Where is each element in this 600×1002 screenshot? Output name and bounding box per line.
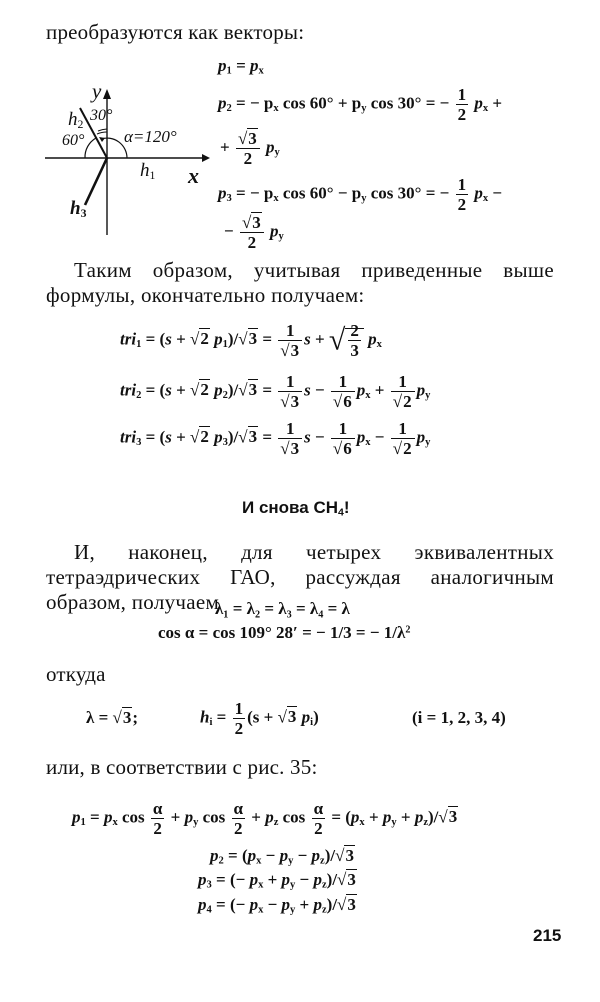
paragraph-1: Таким образом, учитывая приведенные выше формулы, окончательно получаем: bbox=[46, 258, 554, 307]
angle-30-label: 30° bbox=[90, 107, 113, 124]
section-heading: И снова $CH_4$! bbox=[242, 498, 350, 519]
eq-lambda-equal: λ₁ = λ₂ = λ₃ = λ₄ = λ bbox=[215, 599, 350, 618]
eq-p2-line1: $p_2$ = − $p_x$ $\cos 60^\circ + p_y$ cos 30° = − $\frac{1}{2}$ $p_x$ + bbox=[218, 85, 503, 124]
fraction-half: $\frac{1}{2}$ bbox=[457, 85, 467, 124]
eq-final-p1: $p_1 = p_x$ cos $\frac{\alpha}{2}$ + $p_y$ cos $\frac{\alpha}{2}$ + $p_z$ cos $\frac{\alpha}{2}$ = $(p_x + p_y + p_z)/√3$ bbox=[72, 799, 458, 838]
paragraph-2: И, наконец, для четырех эквивалентных тетраэдрических ГАО, рассуждая аналогичным образом, получаем bbox=[46, 540, 554, 614]
vector-diagram bbox=[40, 79, 215, 245]
eq-cos-alpha: cos α = cos 109° 28′ = − 1/3 = − $1/\lambda^2$ bbox=[158, 623, 411, 642]
word-otkuda: откуда bbox=[46, 662, 106, 686]
x-axis-label: x bbox=[188, 163, 199, 188]
h3-label: $h_3$ bbox=[70, 198, 87, 220]
eq-p1: $p_1 = p_x$ bbox=[218, 56, 264, 77]
eq-p2-line2: + $\frac{√3}{2}$ $p_y$ bbox=[220, 129, 280, 168]
eq-final-p4: $p_4$ = (− $p_x - p_y + p_z)/√3$ bbox=[198, 895, 356, 916]
index-range: (i = 1, 2, 3, 4) bbox=[412, 708, 506, 727]
eq-final-p3: $p_3$ = (− $p_x + p_y - p_z)/√3$ bbox=[198, 870, 356, 891]
eq-tri2: tri$_2$ = (s + √2 $p_2)/√3$ = $\frac{1}{√3}$ s − $\frac{1}{√6}$ $p_x$ + $\frac{1}{√2}$ $p_y$ bbox=[120, 372, 431, 411]
paragraph-3: или, в соответствии с рис. 35: bbox=[46, 755, 318, 779]
eq-tri3: tri$_3$ = (s + √2 $p_3)/√3$ = $\frac{1}{√3}$ s − $\frac{1}{√6}$ $p_x$ − $\frac{1}{√2}$ $p_y$ bbox=[120, 419, 431, 458]
eq-final-p2: $p_2 = (p_x - p_y - p_z)/√3$ bbox=[210, 846, 354, 867]
y-axis-label: y bbox=[92, 79, 102, 103]
h1-label: $h_1$ bbox=[140, 160, 156, 182]
intro-line: преобразуются как векторы: bbox=[46, 20, 305, 44]
page-number: 215 bbox=[533, 926, 562, 945]
fraction-sqrt3-over-2: $\frac{√3}{2}$ bbox=[240, 214, 264, 251]
fraction-half: $\frac{1}{2}$ bbox=[457, 175, 467, 214]
eq-h-i: $h_i$ = $\frac{1}{2}$ (s + √3 $p_i$) bbox=[200, 699, 319, 738]
eq-lambda-sqrt: λ = √3; bbox=[86, 708, 139, 727]
alpha-label: α=120° bbox=[124, 127, 177, 146]
eq-p3-line2: − $\frac{√3}{2}$ $p_y$ bbox=[224, 213, 284, 252]
eq-p3-line1: $p_3$ = − $p_x$ $\cos 60^\circ - p_y$ cos 30° = − $\frac{1}{2}$ $p_x$ − bbox=[218, 175, 503, 214]
angle-60-label: 60° bbox=[62, 132, 85, 149]
fraction-sqrt3-over-2: $\frac{√3}{2}$ bbox=[236, 130, 260, 167]
h2-label: $h_2$ bbox=[68, 109, 84, 131]
eq-tri1: tri$_1$ = (s + √2 $p_1)/√3$ = $\frac{1}{√3}$ s + √ $\frac{2}{3}$ $p_x$ bbox=[120, 321, 382, 360]
